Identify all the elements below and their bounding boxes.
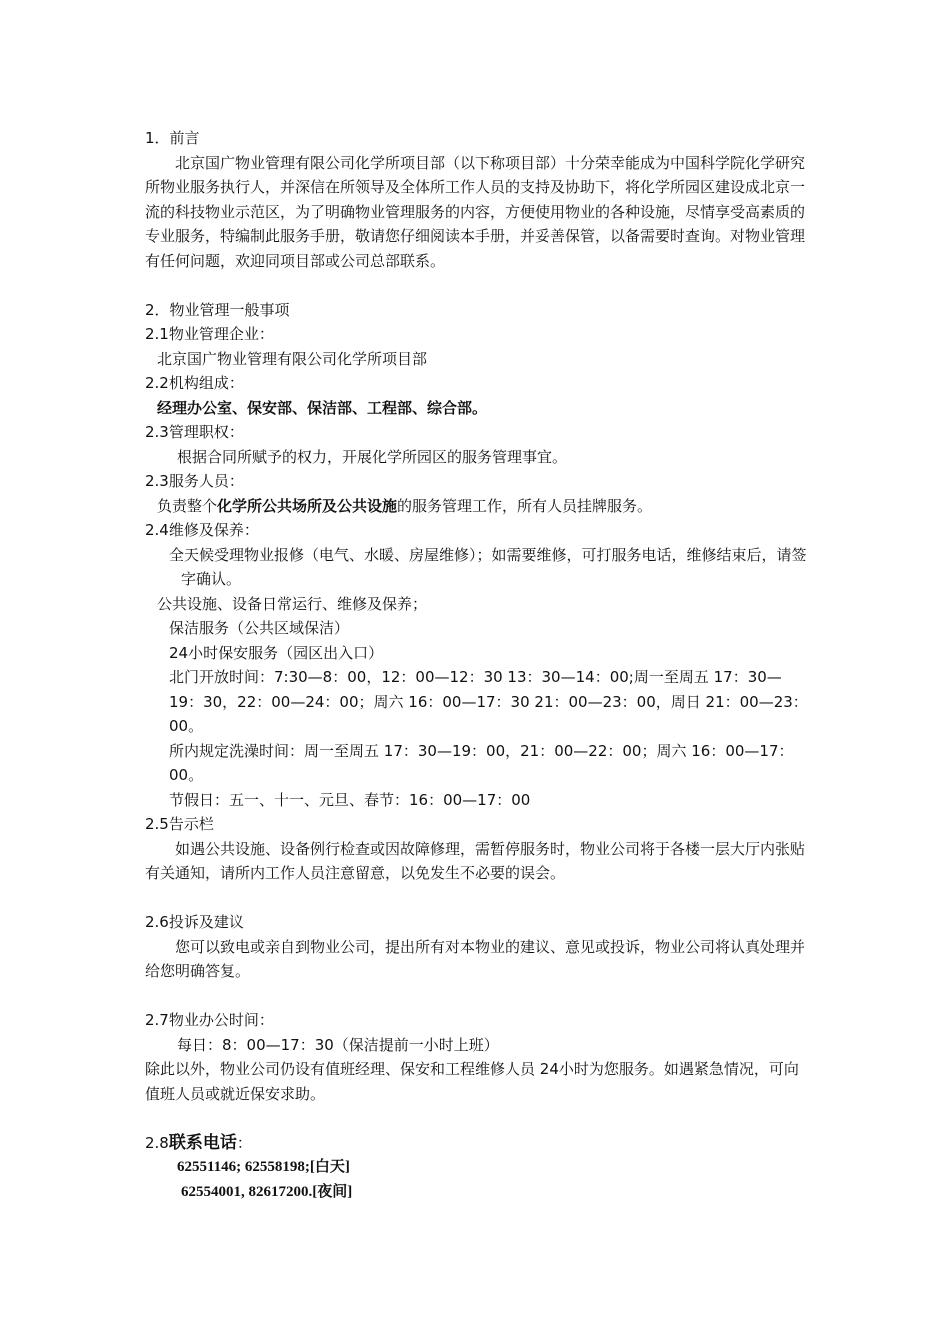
spacer: [145, 984, 810, 1009]
section-2-3a-label: 2.3管理职权：: [145, 423, 244, 441]
section-2-3b-value: [145, 494, 810, 519]
section-2-1-value: 北京国广物业管理有限公司化学所项目部: [157, 349, 428, 368]
section-2-4-item-6: 所内规定洗澡时间：周一至周五 17：30—19：00，21：00—22：00；周六 16：00—17：00。: [169, 741, 794, 784]
spacer: [145, 886, 810, 911]
section-2-6-label: 2.6投诉及建议: [145, 913, 244, 931]
phone-day: 62551146; 62558198;[白天]: [177, 1159, 350, 1175]
section-2-4-item-5: 北门开放时间：7:30—8：00，12：00—12：30 13：30—14：00;周一至周五 17：30—19：30，22：00—24：00；周六 16：00—17：30 21：00—23：00，周日 21：00—23：00。: [169, 668, 808, 735]
service-pre: 负责整个: [157, 496, 218, 515]
section-2-5-label: 2.5告示栏: [145, 815, 214, 833]
section-1-body: 北京国广物业管理有限公司化学所项目部（以下称项目部）十分荣幸能成为中国科学院化学研究所物业服务执行人，并深信在所领导及全体所工作人员的支持及协助下，将化学所园区建设成北京一流的科技物业示范区，为了明确物业管理服务的内容，方便使用物业的各种设施，尽情享受高素质的专业服务，特编制此服务手册，敬请您仔细阅读本手册，并妥善保管，以备需要时查询。对物业管理有任何问题，欢迎同项目部或公司总部联系。: [145, 153, 806, 270]
section-2-4-item-4: 24小时保安服务（园区出入口）: [169, 643, 384, 662]
section-2-4-item-7: 节假日：五一、十一、元旦、春节：16：00—17：00: [169, 790, 531, 809]
section-2-2-value: 经理办公室、保安部、保洁部、工程部、综合部。: [157, 398, 488, 417]
section-1-heading: 1．前言: [145, 129, 200, 147]
section-2-heading: 2．物业管理一般事项: [145, 300, 290, 319]
section-2-4-item-2: 公共设施、设备日常运行、维修及保养；: [157, 594, 428, 613]
section-2-4-item-3: 保洁服务（公共区域保洁）: [169, 619, 350, 637]
section-2-5-body: 如遇公共设施、设备例行检查或因故障修理，需暂停服务时，物业公司将于各楼一层大厅内张贴有关通知，请所内工作人员注意留意，以免发生不必要的误会。: [145, 839, 806, 882]
section-2-8-title: 联系电话: [168, 1132, 237, 1153]
section-2-3a-value: 根据合同所赋予的权力，开展化学所园区的服务管理事宜。: [177, 447, 568, 466]
document-page: [145, 126, 810, 1204]
section-2-6-body: 您可以致电或亲自到物业公司，提出所有对本物业的建议、意见或投诉，物业公司将认真处理并给您明确答复。: [145, 937, 806, 980]
section-2-7-note: 除此以外，物业公司仍设有值班经理、保安和工程维修人员 24小时为您服务。如遇紧急情况，可向值班人员或就近保安求助。: [145, 1060, 799, 1103]
section-2-2-label: 2.2机构组成：: [145, 374, 244, 392]
section-2-7-label: 2.7物业办公时间：: [145, 1011, 274, 1029]
section-2-8-prefix: 2.8: [145, 1133, 169, 1152]
section-2-7-hours: 每日：8：00—17：30（保洁提前一小时上班）: [177, 1035, 499, 1054]
section-2-8-colon: ：: [236, 1133, 252, 1152]
section-2-8-heading: [145, 1131, 810, 1156]
phone-night: 62554001, 82617200.[夜间]: [181, 1183, 353, 1200]
service-bold: 化学所公共场所及公共设施: [217, 496, 398, 515]
spacer: [145, 273, 810, 298]
section-2-4-item-1: 全天候受理物业报修（电气、水暖、房屋维修）；如需要维修，可打服务电话，维修结束后，请签字确认。: [169, 545, 807, 588]
section-2-3b-label: 2.3服务人员：: [145, 472, 244, 490]
section-2-1-label: 2.1物业管理企业：: [145, 325, 274, 343]
service-post: 的服务管理工作，所有人员挂牌服务。: [397, 496, 653, 515]
spacer: [145, 1106, 810, 1131]
section-2-4-label: 2.4维修及保养：: [145, 521, 259, 539]
